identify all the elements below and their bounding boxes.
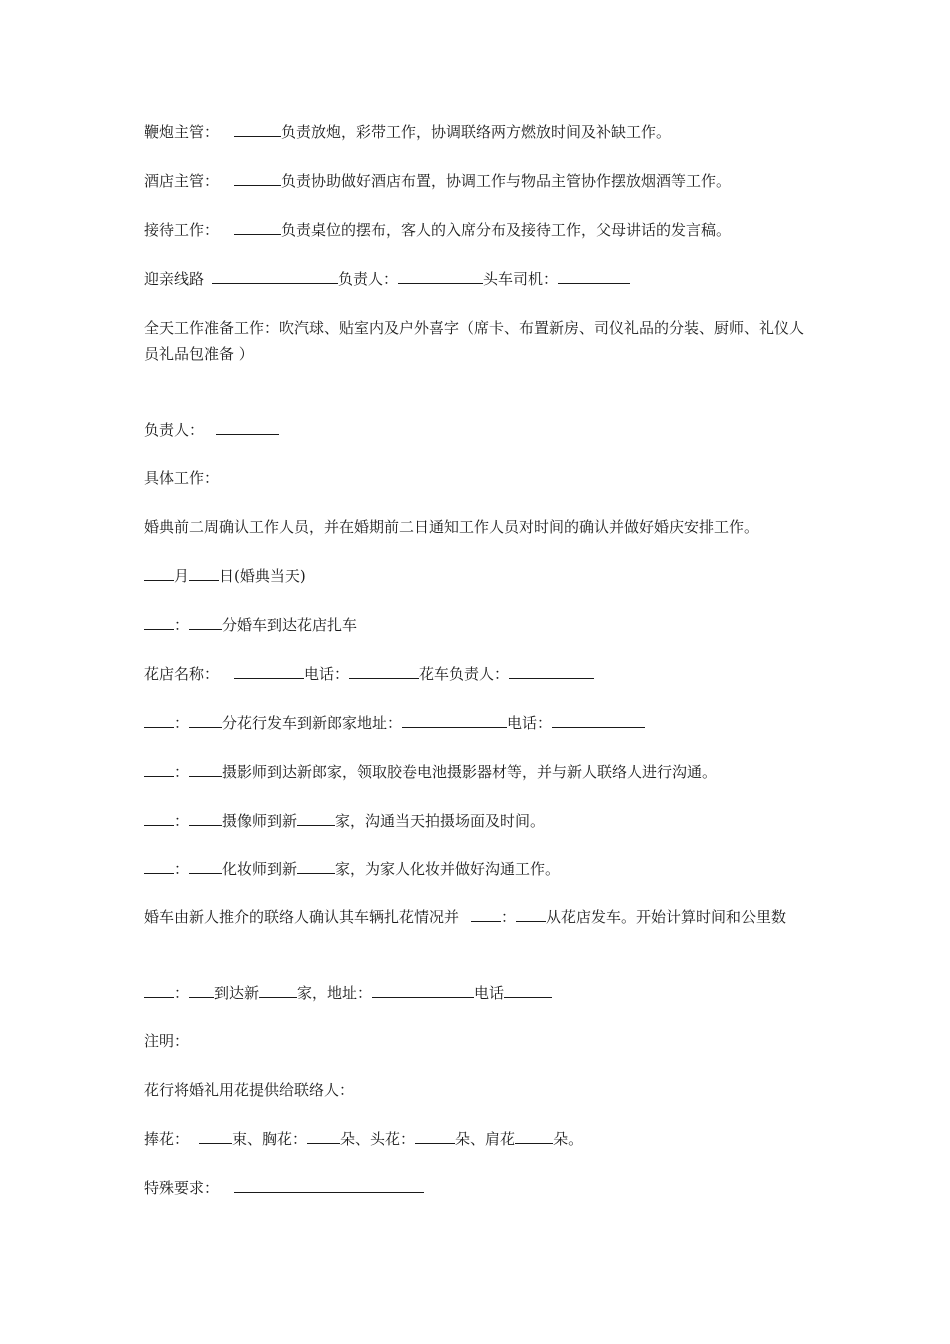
blank-field[interactable] xyxy=(189,563,219,581)
label: 负责人： xyxy=(144,421,205,439)
text: ： xyxy=(174,616,190,634)
route-line xyxy=(144,266,816,292)
text: 月 xyxy=(174,567,190,585)
blank-field[interactable] xyxy=(234,1175,424,1193)
blank-field[interactable] xyxy=(259,980,297,998)
blank-field[interactable] xyxy=(415,1126,455,1144)
label: 迎亲线路 xyxy=(144,270,205,288)
blank-field[interactable] xyxy=(516,904,546,922)
text: 分花行发车到新郎家地址： xyxy=(222,714,403,732)
arrival-line xyxy=(144,980,816,1006)
text: 日(婚典当天) xyxy=(219,567,306,585)
blank-field[interactable] xyxy=(234,168,281,186)
blank-field[interactable] xyxy=(189,612,222,630)
text: 到达新 xyxy=(214,984,260,1002)
confirmation-paragraph: 婚典前二周确认工作人员，并在婚期前二日通知工作人员对时间的确认并做好婚庆安排工作。 xyxy=(144,518,760,536)
videographer-line xyxy=(144,808,816,834)
special-requirements-line xyxy=(144,1175,816,1201)
text: 负责协助做好酒店布置，协调工作与物品主管协作摆放烟酒等工作。 xyxy=(281,172,732,190)
makeup-artist-line xyxy=(144,856,816,882)
text: 家，地址： xyxy=(297,984,373,1002)
car-confirmation-paragraph xyxy=(144,904,816,930)
flower-supply-line: 花行将婚礼用花提供给联络人： xyxy=(144,1081,355,1099)
blank-field[interactable] xyxy=(189,856,222,874)
text: 负责人： xyxy=(338,270,399,288)
text: 负责桌位的摆布，客人的入席分布及接待工作，父母讲话的发言稿。 xyxy=(281,221,732,239)
text: 摄影师到达新郎家，领取胶卷电池摄影器材等，并与新人联络人进行沟通。 xyxy=(222,763,718,781)
wedding-date-line xyxy=(144,563,816,589)
blank-field[interactable] xyxy=(297,856,335,874)
blank-field[interactable] xyxy=(558,266,630,284)
text: 从花店发车。开始计算时间和公里数 xyxy=(546,908,787,926)
blank-field[interactable] xyxy=(144,759,174,777)
text: ： xyxy=(174,714,190,732)
text: 负责放炮，彩带工作，协调联络两方燃放时间及补缺工作。 xyxy=(281,123,672,141)
text: 化妆师到新 xyxy=(222,860,298,878)
text: 摄像师到新 xyxy=(222,812,298,830)
blank-field[interactable] xyxy=(372,980,474,998)
blank-field[interactable] xyxy=(552,710,645,728)
blank-field[interactable] xyxy=(189,759,222,777)
blank-field[interactable] xyxy=(189,980,214,998)
text: 朵。 xyxy=(553,1130,584,1148)
label: 花店名称： xyxy=(144,665,220,683)
blank-field[interactable] xyxy=(189,710,222,728)
note-heading: 注明： xyxy=(144,1032,190,1050)
label: 捧花： xyxy=(144,1130,190,1148)
text: 束、胸花： xyxy=(232,1130,308,1148)
reception-line xyxy=(144,217,816,243)
blank-field[interactable] xyxy=(504,980,552,998)
blank-field[interactable] xyxy=(471,904,501,922)
blank-field[interactable] xyxy=(144,612,174,630)
blank-field[interactable] xyxy=(297,808,335,826)
text: 花车负责人： xyxy=(419,665,510,683)
blank-field[interactable] xyxy=(398,266,483,284)
hotel-supervisor-line xyxy=(144,168,816,194)
text: 朵、肩花 xyxy=(455,1130,516,1148)
blank-field[interactable] xyxy=(349,661,419,679)
label: 特殊要求： xyxy=(144,1179,220,1197)
text: ： xyxy=(501,908,517,926)
text: 婚车由新人推介的联络人确认其车辆扎花情况并 xyxy=(144,908,460,926)
blank-field[interactable] xyxy=(307,1126,340,1144)
text: ： xyxy=(174,812,190,830)
blank-field[interactable] xyxy=(144,563,174,581)
blank-field[interactable] xyxy=(189,808,222,826)
preparation-paragraph: 全天工作准备工作：吹汽球、贴室内及户外喜字（席卡、布置新房、司仪礼品的分装、厨师、礼仪人员礼品包准备 ） xyxy=(144,319,805,363)
text: 头车司机： xyxy=(483,270,559,288)
photographer-line xyxy=(144,759,816,785)
blank-field[interactable] xyxy=(234,661,304,679)
text: 电话： xyxy=(304,665,350,683)
text: 电话 xyxy=(474,984,505,1002)
firecracker-supervisor-line xyxy=(144,119,816,145)
blank-field[interactable] xyxy=(144,808,174,826)
text: 家，沟通当天拍摄场面及时间。 xyxy=(335,812,546,830)
blank-field[interactable] xyxy=(199,1126,232,1144)
blank-field[interactable] xyxy=(144,710,174,728)
text: 朵、头花： xyxy=(340,1130,416,1148)
car-decoration-line xyxy=(144,612,816,638)
text: ： xyxy=(174,984,190,1002)
depart-to-groom-line xyxy=(144,710,816,736)
text: ： xyxy=(174,860,190,878)
blank-field[interactable] xyxy=(144,980,174,998)
text: 电话： xyxy=(507,714,553,732)
blank-field[interactable] xyxy=(234,217,281,235)
blank-field[interactable] xyxy=(515,1126,553,1144)
blank-field[interactable] xyxy=(234,119,281,137)
bouquet-line xyxy=(144,1126,816,1152)
flower-shop-line xyxy=(144,661,816,687)
text: ： xyxy=(174,763,190,781)
label: 鞭炮主管： xyxy=(144,123,220,141)
specific-work-heading: 具体工作： xyxy=(144,469,220,487)
label: 酒店主管： xyxy=(144,172,220,190)
text: 分婚车到达花店扎车 xyxy=(222,616,358,634)
person-in-charge-line xyxy=(144,417,816,443)
blank-field[interactable] xyxy=(144,856,174,874)
blank-field[interactable] xyxy=(216,417,279,435)
text: 家，为家人化妆并做好沟通工作。 xyxy=(335,860,561,878)
blank-field[interactable] xyxy=(509,661,594,679)
blank-field[interactable] xyxy=(212,266,338,284)
label: 接待工作： xyxy=(144,221,220,239)
blank-field[interactable] xyxy=(402,710,507,728)
